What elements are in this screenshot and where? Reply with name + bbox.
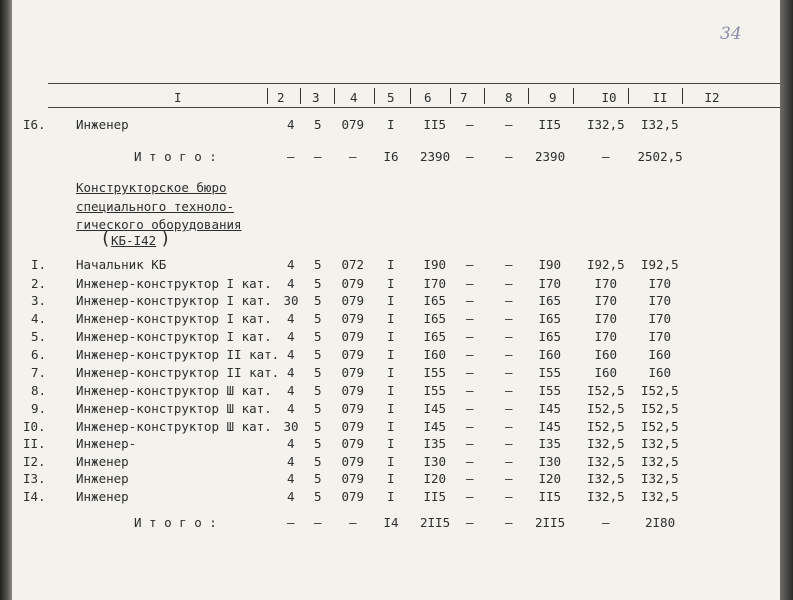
row-position: Инженер-конструктор II кат. <box>76 347 280 362</box>
binding-edge <box>0 0 12 600</box>
row-position: Инженер-конструктор Ш кат. <box>76 401 272 416</box>
column-separator <box>573 88 574 104</box>
cell-col-10: I32,5 <box>587 436 625 451</box>
total-cell-9: 2II5 <box>535 515 566 530</box>
total-cell-7: – <box>466 515 474 530</box>
column-separator <box>628 88 629 104</box>
column-separator <box>267 88 268 104</box>
cell-col-4: 079 <box>341 293 365 308</box>
cell-col-7: – <box>466 454 474 469</box>
cell-col-9: I35 <box>538 436 562 451</box>
cell-col-7: – <box>466 401 474 416</box>
row-number: 6. <box>31 347 47 362</box>
column-header-11: II <box>652 90 668 105</box>
row-position: Инженер-конструктор Ш кат. <box>76 383 272 398</box>
cell-col-10: I32,5 <box>587 471 625 486</box>
cell-col-9: I45 <box>538 419 562 434</box>
cell-col-11: I92,5 <box>641 257 679 272</box>
header-top-rule <box>48 83 780 84</box>
cell-col-2: 4 <box>287 383 295 398</box>
cell-col-7: – <box>466 347 474 362</box>
cell-col-6: I35 <box>423 436 447 451</box>
cell-col-8: – <box>505 436 513 451</box>
row-number: II. <box>23 436 46 451</box>
cell-col-10: I52,5 <box>587 419 625 434</box>
column-header-6: 6 <box>424 90 432 105</box>
row-position: Инженер <box>76 454 129 469</box>
cell-col-9: I60 <box>538 347 562 362</box>
row-position: Инженер <box>76 489 129 504</box>
cell-col-11: I32,5 <box>641 471 679 486</box>
row-number: 7. <box>31 365 47 380</box>
cell-col-2: 4 <box>287 365 295 380</box>
section-code-close-paren: ) <box>160 228 171 249</box>
cell-col-3: 5 <box>314 329 322 344</box>
cell-col-4: 079 <box>341 365 365 380</box>
column-header-1: I <box>174 90 182 105</box>
cell-col-8: – <box>505 329 513 344</box>
cell-col-11: I32,5 <box>641 489 679 504</box>
row-number: 5. <box>31 329 47 344</box>
cell-col-2: 4 <box>287 489 295 504</box>
scan-edge <box>780 0 793 600</box>
cell-col-7: – <box>466 365 474 380</box>
cell-col-5: I <box>387 436 395 451</box>
total-cell-10: – <box>602 149 610 164</box>
section-title-line-3: гического оборудования <box>76 217 242 232</box>
cell-col-9: I55 <box>538 383 562 398</box>
cell-col-2: 30 <box>283 419 299 434</box>
cell-col-8: – <box>505 276 513 291</box>
cell-col-2: 4 <box>287 471 295 486</box>
cell-col-6: I55 <box>423 365 447 380</box>
cell-col-6: I45 <box>423 419 447 434</box>
cell-col-11: I70 <box>648 276 672 291</box>
cell-col-7: – <box>466 419 474 434</box>
cell-col-2: 4 <box>287 329 295 344</box>
total-cell-6: 2II5 <box>420 515 451 530</box>
column-separator <box>450 88 451 104</box>
cell-col-5: I <box>387 471 395 486</box>
cell-col-5: I <box>387 293 395 308</box>
cell-col-4: 079 <box>341 454 365 469</box>
cell-col-8: – <box>505 347 513 362</box>
cell-col-5: I <box>387 365 395 380</box>
cell-col-6: I90 <box>423 257 447 272</box>
cell-col-2: 4 <box>287 257 295 272</box>
cell-col-10: I70 <box>594 293 618 308</box>
total-cell-4: – <box>349 149 357 164</box>
row-number: 8. <box>31 383 47 398</box>
cell-col-9: I90 <box>538 257 562 272</box>
column-header-7: 7 <box>460 90 468 105</box>
total-cell-2: – <box>287 515 295 530</box>
cell-col-11: I70 <box>648 293 672 308</box>
cell-col-7: – <box>466 276 474 291</box>
cell-col-8: – <box>505 401 513 416</box>
cell-col-10: I60 <box>594 365 618 380</box>
cell-col-8: – <box>505 489 513 504</box>
cell-col-3: 5 <box>314 365 322 380</box>
total-cell-9: 2390 <box>535 149 566 164</box>
row-position: Инженер- <box>76 436 137 451</box>
total-cell-8: – <box>505 515 513 530</box>
cell-col-6: I55 <box>423 383 447 398</box>
cell-col-2: 30 <box>283 293 299 308</box>
cell-col-7: – <box>466 489 474 504</box>
cell-col-10: I32,5 <box>587 454 625 469</box>
page-number: 34 <box>720 24 742 44</box>
cell-col-4: 072 <box>341 257 365 272</box>
cell-col-8: – <box>505 117 513 132</box>
cell-col-10: I70 <box>594 311 618 326</box>
cell-col-5: I <box>387 489 395 504</box>
row-position: Инженер-конструктор II кат. <box>76 365 280 380</box>
cell-col-8: – <box>505 311 513 326</box>
row-number: I0. <box>23 419 46 434</box>
column-header-12: I2 <box>704 90 720 105</box>
cell-col-3: 5 <box>314 489 322 504</box>
section-title-line-2: специального техноло- <box>76 199 235 214</box>
cell-col-3: 5 <box>314 436 322 451</box>
header-bottom-rule <box>48 107 780 108</box>
row-number: 4. <box>31 311 47 326</box>
row-position: Инженер <box>76 471 129 486</box>
cell-col-5: I <box>387 383 395 398</box>
cell-col-5: I <box>387 329 395 344</box>
cell-col-9: I55 <box>538 365 562 380</box>
cell-col-10: I60 <box>594 347 618 362</box>
cell-col-4: 079 <box>341 419 365 434</box>
row-position: Инженер-конструктор Ш кат. <box>76 419 272 434</box>
column-header-3: 3 <box>312 90 320 105</box>
cell-col-5: I <box>387 401 395 416</box>
cell-col-6: I65 <box>423 293 447 308</box>
cell-col-7: – <box>466 293 474 308</box>
row-number: 2. <box>31 276 47 291</box>
cell-col-3: 5 <box>314 419 322 434</box>
column-separator <box>300 88 301 104</box>
cell-col-3: 5 <box>314 454 322 469</box>
cell-col-7: – <box>466 117 474 132</box>
row-position: Инженер-конструктор I кат. <box>76 276 272 291</box>
row-position: Начальник КБ <box>76 257 167 272</box>
cell-col-2: 4 <box>287 401 295 416</box>
cell-col-4: 079 <box>341 329 365 344</box>
row-number: I6. <box>23 117 46 132</box>
cell-col-8: – <box>505 257 513 272</box>
column-header-2: 2 <box>277 90 285 105</box>
cell-col-10: I92,5 <box>587 257 625 272</box>
column-separator <box>484 88 485 104</box>
row-position: Инженер <box>76 117 129 132</box>
column-separator <box>334 88 335 104</box>
total-label: И т о г о : <box>134 515 217 530</box>
total-cell-3: – <box>314 515 322 530</box>
cell-col-11: I52,5 <box>641 383 679 398</box>
cell-col-6: I20 <box>423 471 447 486</box>
cell-col-4: 079 <box>341 347 365 362</box>
total-cell-11: 2502,5 <box>637 149 683 164</box>
cell-col-2: 4 <box>287 454 295 469</box>
cell-col-2: 4 <box>287 117 295 132</box>
cell-col-10: I70 <box>594 329 618 344</box>
cell-col-9: I70 <box>538 276 562 291</box>
cell-col-11: I70 <box>648 311 672 326</box>
cell-col-6: I60 <box>423 347 447 362</box>
cell-col-10: I32,5 <box>587 117 625 132</box>
cell-col-7: – <box>466 383 474 398</box>
cell-col-3: 5 <box>314 471 322 486</box>
row-position: Инженер-конструктор I кат. <box>76 311 272 326</box>
cell-col-3: 5 <box>314 401 322 416</box>
row-number: I4. <box>23 489 46 504</box>
cell-col-11: I32,5 <box>641 117 679 132</box>
cell-col-3: 5 <box>314 117 322 132</box>
column-header-8: 8 <box>505 90 513 105</box>
column-separator <box>410 88 411 104</box>
cell-col-4: 079 <box>341 311 365 326</box>
cell-col-7: – <box>466 257 474 272</box>
cell-col-3: 5 <box>314 347 322 362</box>
cell-col-11: I70 <box>648 329 672 344</box>
cell-col-11: I32,5 <box>641 436 679 451</box>
cell-col-11: I60 <box>648 347 672 362</box>
total-cell-11: 2I80 <box>645 515 676 530</box>
total-cell-2: – <box>287 149 295 164</box>
cell-col-4: 079 <box>341 383 365 398</box>
column-header-4: 4 <box>350 90 358 105</box>
cell-col-4: 079 <box>341 471 365 486</box>
section-title-line-1: Конструкторское бюро <box>76 180 227 195</box>
cell-col-2: 4 <box>287 311 295 326</box>
total-cell-3: – <box>314 149 322 164</box>
cell-col-8: – <box>505 293 513 308</box>
cell-col-6: II5 <box>423 117 447 132</box>
cell-col-9: I30 <box>538 454 562 469</box>
cell-col-4: 079 <box>341 436 365 451</box>
cell-col-9: II5 <box>538 117 562 132</box>
total-cell-7: – <box>466 149 474 164</box>
cell-col-8: – <box>505 454 513 469</box>
cell-col-6: I65 <box>423 329 447 344</box>
cell-col-7: – <box>466 329 474 344</box>
total-cell-4: – <box>349 515 357 530</box>
cell-col-3: 5 <box>314 293 322 308</box>
cell-col-6: I45 <box>423 401 447 416</box>
cell-col-9: I45 <box>538 401 562 416</box>
cell-col-6: II5 <box>423 489 447 504</box>
total-cell-10: – <box>602 515 610 530</box>
cell-col-4: 079 <box>341 117 365 132</box>
cell-col-4: 079 <box>341 489 365 504</box>
cell-col-11: I52,5 <box>641 419 679 434</box>
total-cell-5: I6 <box>383 149 399 164</box>
column-header-9: 9 <box>549 90 557 105</box>
cell-col-9: I20 <box>538 471 562 486</box>
cell-col-10: I32,5 <box>587 489 625 504</box>
cell-col-2: 4 <box>287 276 295 291</box>
cell-col-10: I52,5 <box>587 401 625 416</box>
cell-col-11: I32,5 <box>641 454 679 469</box>
cell-col-3: 5 <box>314 311 322 326</box>
section-code: КБ-I42 <box>111 233 157 248</box>
total-label: И т о г о : <box>134 149 217 164</box>
cell-col-8: – <box>505 383 513 398</box>
column-separator <box>374 88 375 104</box>
cell-col-2: 4 <box>287 436 295 451</box>
cell-col-5: I <box>387 419 395 434</box>
cell-col-5: I <box>387 257 395 272</box>
cell-col-8: – <box>505 419 513 434</box>
cell-col-5: I <box>387 454 395 469</box>
cell-col-4: 079 <box>341 276 365 291</box>
column-separator <box>682 88 683 104</box>
cell-col-6: I70 <box>423 276 447 291</box>
column-header-10: I0 <box>601 90 617 105</box>
cell-col-9: I65 <box>538 311 562 326</box>
cell-col-8: – <box>505 365 513 380</box>
row-number: I2. <box>23 454 46 469</box>
cell-col-9: II5 <box>538 489 562 504</box>
cell-col-11: I60 <box>648 365 672 380</box>
cell-col-3: 5 <box>314 383 322 398</box>
document-page <box>12 0 780 600</box>
cell-col-7: – <box>466 471 474 486</box>
cell-col-6: I30 <box>423 454 447 469</box>
row-number: I. <box>31 257 47 272</box>
cell-col-5: I <box>387 347 395 362</box>
row-position: Инженер-конструктор I кат. <box>76 329 272 344</box>
total-cell-8: – <box>505 149 513 164</box>
cell-col-3: 5 <box>314 276 322 291</box>
row-position: Инженер-конструктор I кат. <box>76 293 272 308</box>
cell-col-7: – <box>466 311 474 326</box>
column-header-5: 5 <box>387 90 395 105</box>
cell-col-11: I52,5 <box>641 401 679 416</box>
section-code-open-paren: ( <box>100 228 111 249</box>
total-cell-6: 2390 <box>420 149 451 164</box>
cell-col-5: I <box>387 117 395 132</box>
cell-col-7: – <box>466 436 474 451</box>
cell-col-10: I52,5 <box>587 383 625 398</box>
total-cell-5: I4 <box>383 515 399 530</box>
cell-col-5: I <box>387 276 395 291</box>
column-separator <box>528 88 529 104</box>
cell-col-2: 4 <box>287 347 295 362</box>
row-number: 9. <box>31 401 47 416</box>
cell-col-9: I65 <box>538 293 562 308</box>
cell-col-9: I65 <box>538 329 562 344</box>
cell-col-3: 5 <box>314 257 322 272</box>
row-number: 3. <box>31 293 47 308</box>
cell-col-10: I70 <box>594 276 618 291</box>
cell-col-6: I65 <box>423 311 447 326</box>
cell-col-5: I <box>387 311 395 326</box>
cell-col-4: 079 <box>341 401 365 416</box>
row-number: I3. <box>23 471 46 486</box>
cell-col-8: – <box>505 471 513 486</box>
